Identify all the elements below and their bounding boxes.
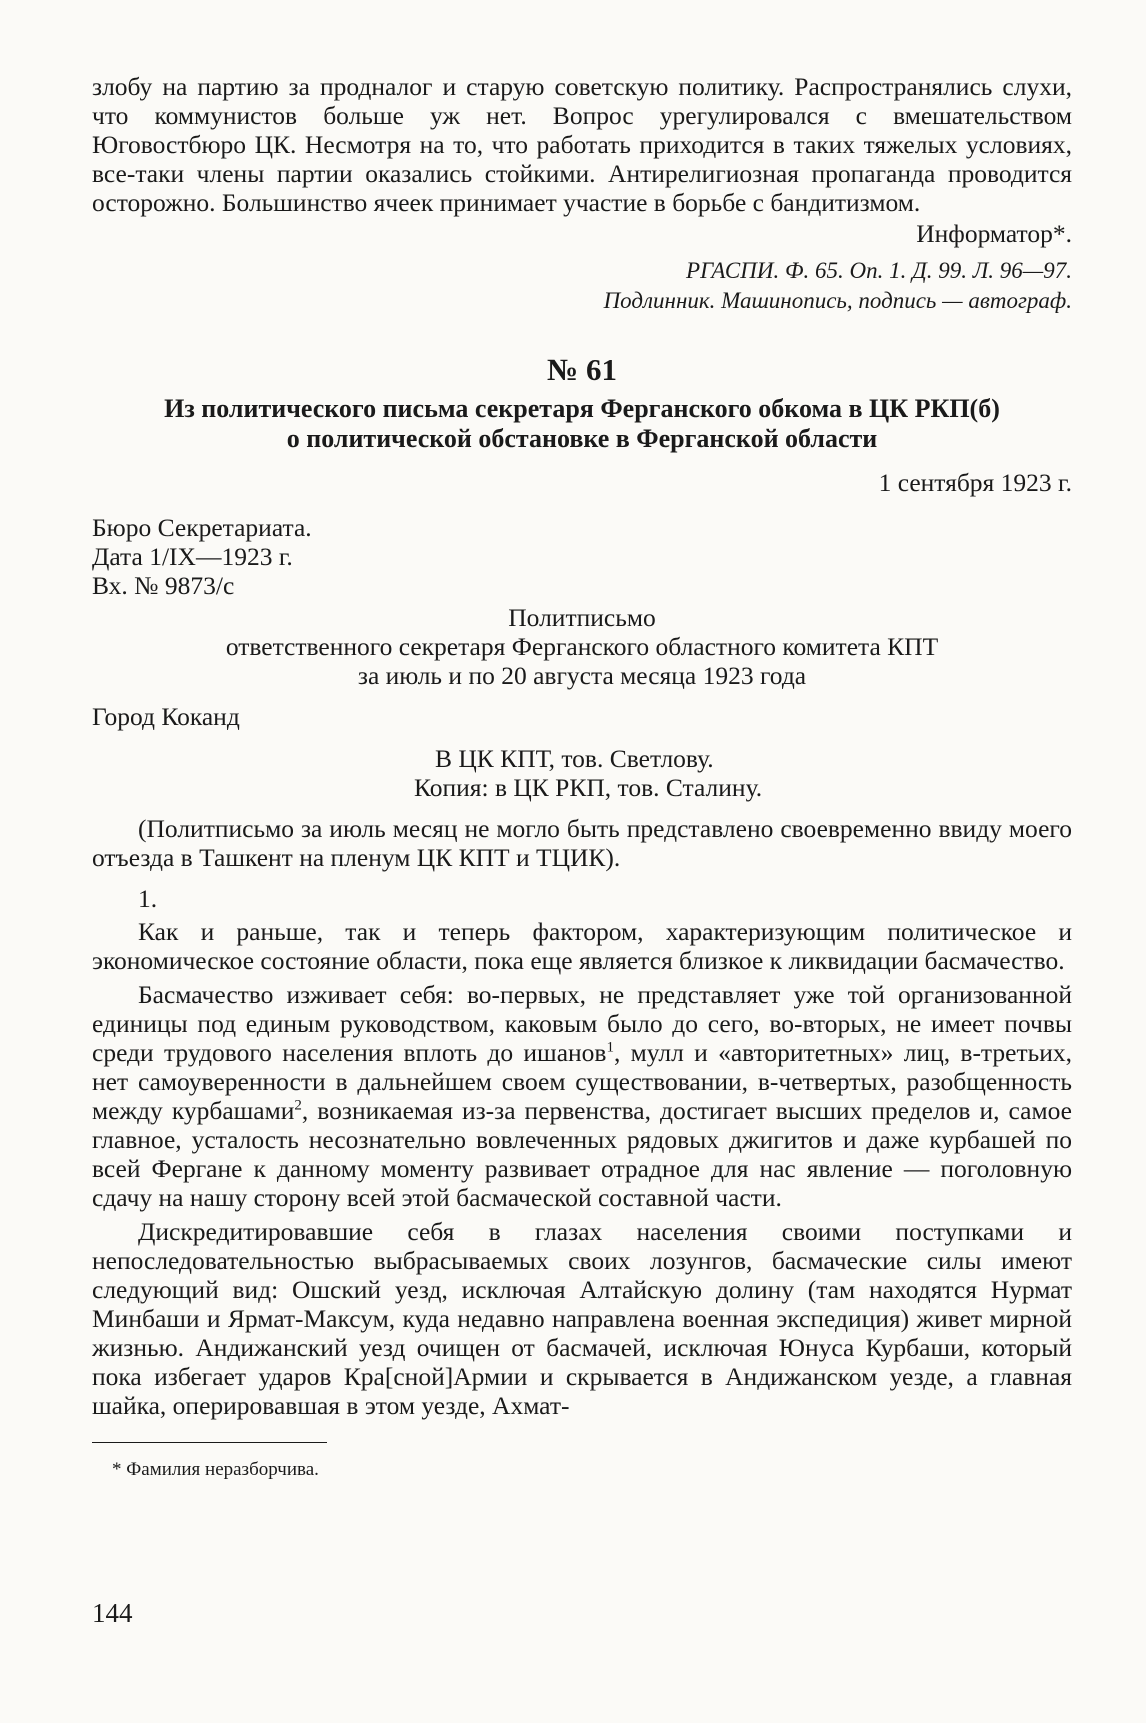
signature-name: Информатор xyxy=(916,219,1053,248)
letter-heading xyxy=(92,603,1072,690)
paragraph-2-part-c: , возникаемая из-за первенства, достигает высших пределов и, самое главное, усталость несознательно вовлеченных рядовых джигитов и даже курбашей по всей Фергане к данному моменту развивает отрадное для нас явление — поголовную сдачу на нашу сторону всей этой басмаческой составной части. xyxy=(92,1096,1072,1212)
addressee: В ЦК КПТ, тов. Светлову. xyxy=(435,744,714,773)
paragraph-3: Дискредитировавшие себя в глазах населения своими поступками и непоследовательностью выбрасываемых своих лозунгов, басмаческие силы имеют следующий вид: Ошский уезд, исключая Алтайскую долину (там находятся Нурмат Минбаши и Ярмат-Максум, куда недавно направлена военная экспедиция) живет мирной жизнью. Андижанский уезд очищен от басмачей, исключая Юнуса Курбаши, который пока избегает ударов Кра[сной]Армии и скрывается в Андижанском уезде, а главная шайка, оперировавшая в этом уезде, Ахмат- xyxy=(92,1217,1072,1420)
footnote-ref-2: 2 xyxy=(294,1097,302,1114)
document-date: 1 сентября 1923 г. xyxy=(878,468,1072,497)
stamp-line-3: Вх. № 9873/с xyxy=(92,571,235,600)
document-title-line-1: Из политического письма секретаря Ферганского обкома в ЦК РКП(б) xyxy=(164,394,1000,423)
paragraph-1: Как и раньше, так и теперь фактором, характеризующим политическое и экономическое состояние области, пока еще является близкое к ликвидации басмачество. xyxy=(92,917,1072,975)
heading-line-1: Политписьмо xyxy=(508,603,656,632)
footnote-ref-1: 1 xyxy=(606,1039,614,1056)
note-paragraph: (Политписьмо за июль месяц не могло быть представлено своевременно ввиду моего отъезда в Ташкент на пленум ЦК КПТ и ТЦИК). xyxy=(92,814,1072,872)
footnote-divider xyxy=(92,1442,327,1443)
intro-paragraph: злобу на партию за продналог и старую советскую политику. Распространялись слухи, что коммунистов больше уж нет. Вопрос урегулировался с вмешательством Юговостбюро ЦК. Несмотря на то, что работать приходится в таких тяжелых условиях, все-таки члены партии оказались стойкими. Антирелигиозная пропаганда проводится осторожно. Большинство ячеек принимает участие в борьбе с бандитизмом. xyxy=(92,72,1072,217)
footnote-text: Фамилия неразборчива. xyxy=(126,1459,319,1480)
signature xyxy=(92,219,1072,248)
section-number: 1. xyxy=(138,884,158,913)
page-body xyxy=(92,72,1072,1481)
signature-mark: *. xyxy=(1052,219,1072,248)
document-title-line-2: о политической обстановке в Ферганской области xyxy=(286,424,878,453)
paragraph-2 xyxy=(92,980,1072,1212)
archive-note: Подлинник. Машинопись, подпись — автограф. xyxy=(603,288,1072,313)
footnote xyxy=(92,1459,1072,1481)
city: Город Коканд xyxy=(92,702,240,731)
paragraph-2-part-b: , мулл и «авторитетных» лиц, в-третьих, нет самоуверенности в дальнейшем своем существовании, в-четвертых, разобщенность между курбашами xyxy=(92,1038,1073,1125)
paragraph-2-part-a: Басмачество изживает себя: во-первых, не представляет уже той организованной единицы под единым руководством, каковым было до сего, во-вторых, не имеет почвы среди трудового населения вплоть до ишанов xyxy=(92,980,1072,1067)
registration-stamp xyxy=(92,513,1072,600)
copy-to: Копия: в ЦК РКП, тов. Сталину. xyxy=(414,773,763,802)
archive-reference: РГАСПИ. Ф. 65. Оп. 1. Д. 99. Л. 96—97. xyxy=(686,258,1072,283)
heading-line-3: за июль и по 20 августа месяца 1923 года xyxy=(357,661,807,690)
document-number: № 61 xyxy=(547,352,617,387)
heading-line-2: ответственного секретаря Ферганского областного комитета КПТ xyxy=(225,632,939,661)
page-number: 144 xyxy=(92,1598,133,1628)
stamp-line-1: Бюро Секретариата. xyxy=(92,513,312,542)
stamp-line-2: Дата 1/IX—1923 г. xyxy=(92,542,293,571)
footnote-mark: * xyxy=(112,1459,122,1480)
